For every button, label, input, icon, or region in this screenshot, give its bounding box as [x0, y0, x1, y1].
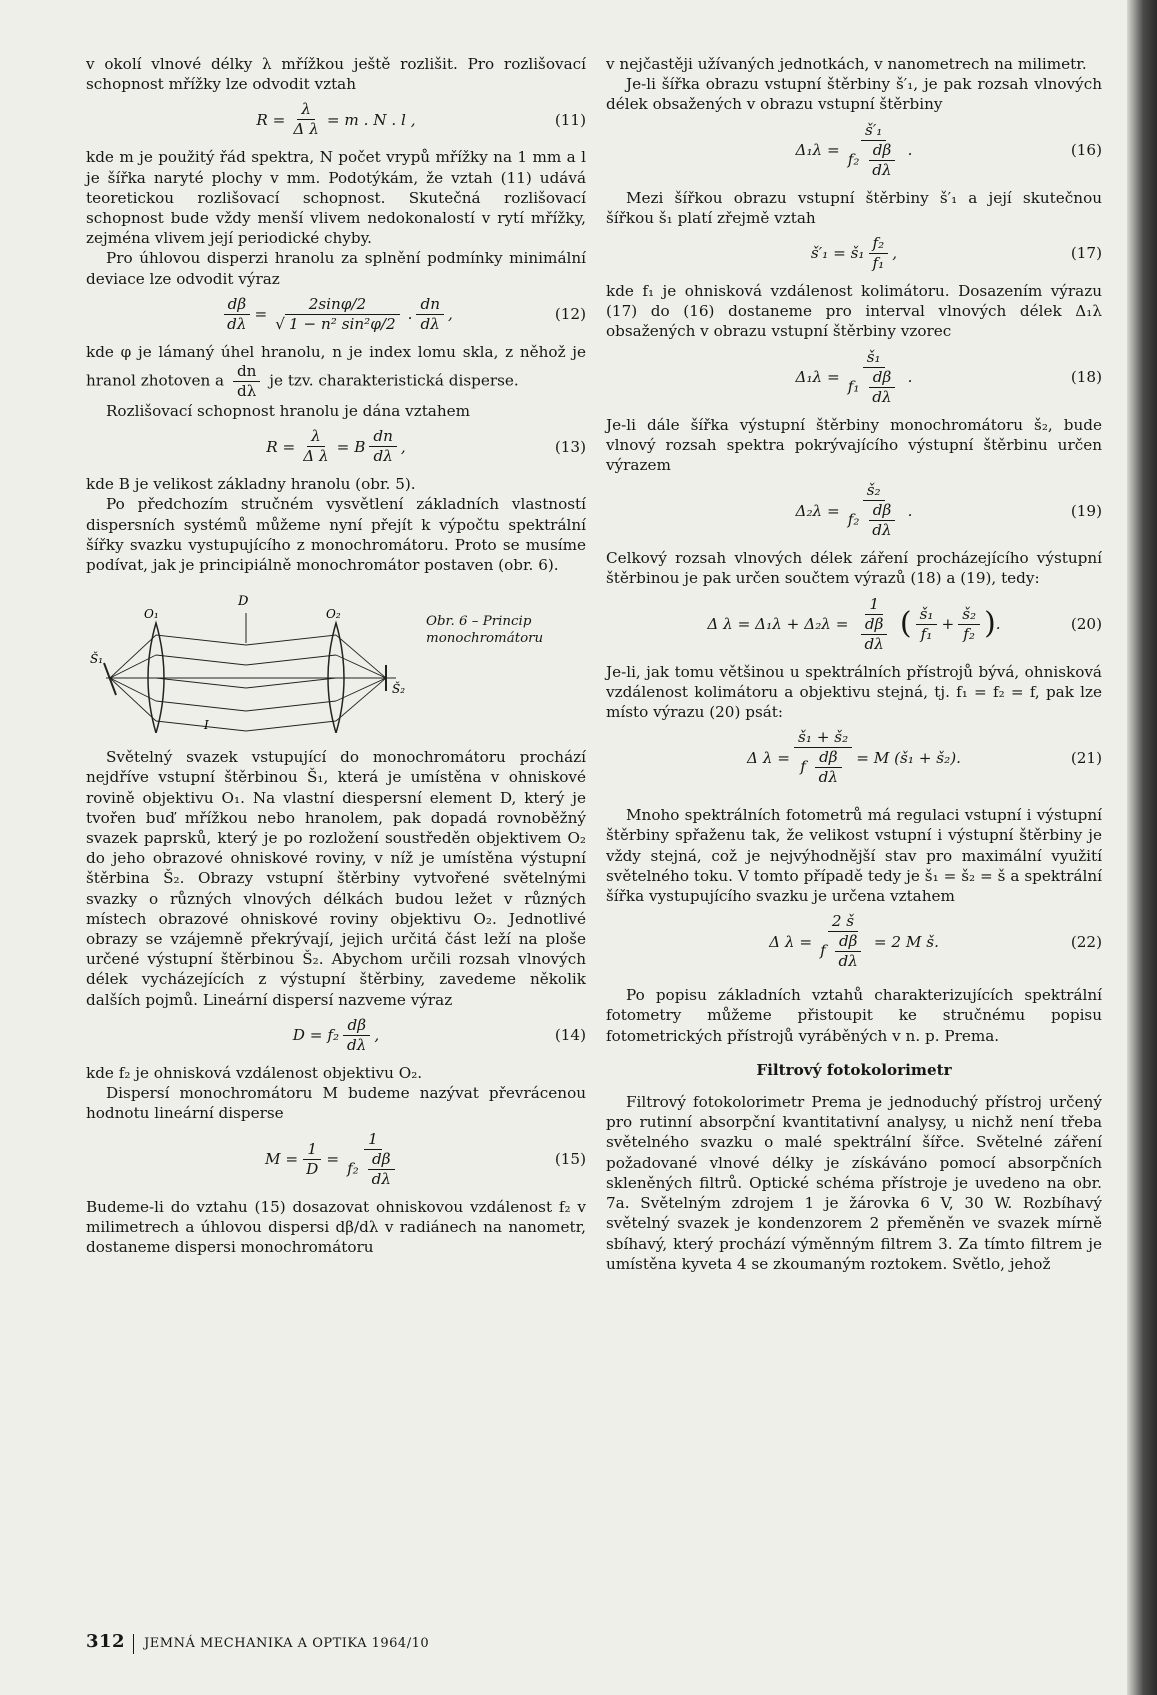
equation-number: (20) [1070, 615, 1102, 634]
paragraph: kde f₂ je ohnisková vzdálenost objektivu O₂. [86, 1063, 423, 1082]
equation-number: (17) [1070, 244, 1102, 263]
equation-13: R = $\frac{\lambda}{\text{Δ λ}}$ = B $\frac{dn}{d\lambda}$ , (13) [266, 427, 586, 466]
right-column [606, 54, 1102, 1274]
equation-11: R = $\frac{\lambda}{\text{Δ λ}}$ = m . N . l , (11) [256, 100, 586, 139]
paragraph: Pro úhlovou disperzi hranolu za splnění podmínky minimální deviace lze odvodit výraz [86, 249, 586, 288]
equation-number: (11) [554, 110, 586, 129]
left-column [86, 54, 586, 1257]
label-s1: Š₁ [90, 652, 104, 667]
paragraph: kde φ je lámaný úhel hranolu, n je index lomu skla, z něhož je hranol zhotoven a $\frac{dn}{d\lambda}$ je tzv. charakteristická disperse. [86, 342, 586, 401]
page-footer [86, 1631, 429, 1654]
equation-19: Δ₂λ = š₂ f₂ $\frac{d\beta}{d\lambda}$ . (19) [795, 481, 1102, 540]
equation-18: Δ₁λ = š₁ f₁ $\frac{d\beta}{d\lambda}$ . (18) [795, 347, 1102, 406]
label-d: D [238, 594, 249, 610]
equation-number: (12) [554, 305, 586, 324]
paragraph: Rozlišovací schopnost hranolu je dána vztahem [106, 402, 471, 421]
paragraph: Je-li dále šířka výstupní štěrbiny monochromátoru š₂, bude vlnový rozsah spektra pokrývajícího výstupní štěrbinu určen výrazem [606, 415, 1102, 475]
paragraph: Celkový rozsah vlnových délek záření procházejícího výstupní štěrbinou je pak určen součtem výrazů (18) a (19), tedy: [606, 549, 1102, 588]
equation-number: (14) [554, 1026, 586, 1045]
equation-number: (18) [1070, 368, 1102, 387]
label-s2: Š₂ [392, 682, 406, 697]
equation-16: Δ₁λ = š′₁ f₂ $\frac{d\beta}{d\lambda}$ . (16) [795, 120, 1102, 179]
equation-15: M = $\frac{1}{D}$ = 1 f₂ $\frac{d\beta}{d\lambda}$ (15) [265, 1129, 586, 1188]
equation-number: (15) [554, 1149, 586, 1168]
journal-name: JEMNÁ MECHANIKA A OPTIKA 1964/10 [144, 1636, 430, 1651]
equation-number: (19) [1070, 501, 1102, 520]
paragraph: v okolí vlnové délky λ mřížkou ještě rozlišit. Pro rozlišovací schopnost mřížky lze odvodit vztah [86, 55, 586, 94]
equation-20: Δ λ = Δ₁λ + Δ₂λ = $\frac{1}{\frac{d\beta}{d\lambda}}$ ( $\frac{\text{š₁}}{\text{f₁}}$ + $\frac{\text{š₂}}{\text{f₂}}$ ) . (20) [707, 594, 1102, 653]
figure-caption: Obr. 6 – Princip monochromátoru [426, 614, 544, 647]
paragraph: Filtrový fotokolorimetr Prema je jednoduchý přístroj určený pro rutinní absorpční kvantitativní analysy, u nichž není třeba světelného svazku o malé spektrální šířce. Světelné záření požadované vlnové délky je získáváno pomocí absorpčních skleněných filtrů. Optické schéma přístroje je uvedeno na obr. 7a. Světelným zdrojem 1 je žárovka 6 V, 30 W. Rozbíhavý světelný svazek je kondenzorem 2 přeměněn ve svazek mírně sbíhavý, který prochází výměnným filtrem 3. Za tímto filtrem je umístěna kyveta 4 se zkoumaným roztokem. Světlo, jehož [606, 1093, 1102, 1273]
label-i: I [204, 718, 209, 733]
paragraph: Budeme-li do vztahu (15) dosazovat ohniskovou vzdálenost f₂ v milimetrech a úhlovou dispersi dβ/dλ v radiánech na nanometr, dostaneme dispersi monochromátoru [86, 1197, 586, 1256]
paragraph: Po popisu základních vztahů charakterizujících spektrální fotometry můžeme přistoupit ke stručnému popisu fotometrických přístrojů vyráběných v n. p. Prema. [606, 986, 1102, 1045]
paragraph: kde f₁ je ohnisková vzdálenost kolimátoru. Dosazením výrazu (17) do (16) dostaneme pro interval vlnových délek Δ₁λ obsažených v obrazu vstupní štěrbiny vzorec [606, 282, 1102, 341]
footer-divider [133, 1634, 134, 1654]
paragraph: Je-li šířka obrazu vstupní štěrbiny š′₁, je pak rozsah vlnových délek obsažených v obrazu vstupní štěrbiny [606, 75, 1102, 114]
paragraph: kde m je použitý řád spektra, N počet vrypů mřížky na 1 mm a l je šířka naryté plochy v mm. Podotýkám, že vztah (11) udává teoretickou rozlišovací schopnost. Skutečná rozlišovací schopnost bude vždy menší vlivem nedokonalostí v rytí mřížky, zejména vlivem její periodické chyby. [86, 148, 586, 248]
figure-monochromator [86, 583, 586, 733]
equation-number: (16) [1070, 141, 1102, 159]
equation-22: Δ λ = 2 š f $\frac{d\beta}{d\lambda}$ = 2 M š. (22) [769, 912, 1102, 971]
paragraph: kde B je velikost základny hranolu (obr. 5). [86, 475, 416, 494]
paragraph: Mnoho spektrálních fotometrů má regulaci vstupní i výstupní štěrbiny spřaženu tak, že velikost vstupní i výstupní štěrbiny je vždy stejná, což je nejvýhodnější stav pro maximální využití světelného toku. V tomto případě tedy je š₁ = š₂ = š a spektrální šířka vystupujícího svazku je určena vztahem [606, 806, 1102, 906]
equation-number: (22) [1070, 932, 1102, 951]
label-o2: O₂ [326, 607, 341, 622]
page-number: 312 [86, 1631, 126, 1652]
paragraph: Světelný svazek vstupující do monochromátoru prochází nejdříve vstupní štěrbinou Š₁, která je umístěna v ohniskové rovině objektivu O₁. Na vlastní diespersní element D, který je tvořen buď mřížkou nebo hranolem, pak dopadá rovnoběžný svazek paprsků, který je po rozložení soustředěn objektivem O₂ do jeho obrazové ohniskové roviny, v níž je umístěna výstupní štěrbina Š₂. Obrazy vstupní štěrbiny vytvořené světelnými svazky o různých vlnových délkách budou ležet v různých místech obrazové ohniskové roviny objektivu O₂. Jednotlivé obrazy se vzájemně překrývají, jejich určitá část leží na ploše určené výstupní štěrbinou Š₂. Abychom určili rozsah vlnových délek vycházejících z výstupní štěrbiny, zavedeme několik dalších pojmů. Lineární dispersí nazveme výraz [86, 748, 586, 1009]
slit-s1 [104, 663, 116, 695]
paragraph: v nejčastěji užívaných jednotkách, v nanometrech na milimetr. [606, 55, 1087, 73]
equation-21: Δ λ = š₁ + š₂ f $\frac{d\beta}{d\lambda}$ = M (š₁ + š₂). (21) [747, 728, 1102, 787]
paragraph: Je-li, jak tomu většinou u spektrálních přístrojů bývá, ohnisková vzdálenost kolimátoru a objektivu stejná, tj. f₁ = f₂ = f, pak lze místo výrazu (20) psát: [606, 662, 1102, 722]
equation-number: (21) [1070, 748, 1102, 767]
equation-12: $\frac{d\beta}{d\lambda}$ = $\frac{2\sin\varphi/2}{\text{√ 1 − n² sin²φ/2}}$ . $\frac{dn}{d\lambda}$ , (12) [86, 295, 586, 334]
equation-17: š′₁ = š₁ $\frac{\text{f₂}}{\text{f₁}}$ , (17) [810, 234, 1102, 273]
paragraph: Po předchozím stručném vysvětlení základních vlastností dispersních systémů můžeme nyní přejít k výpočtu spektrální šířky svazku vystupujícího z monochromátoru. Proto se musíme podívat, jak je principiálně monochromátor postaven (obr. 6). [86, 495, 586, 575]
equation-14: D = f₂ $\frac{d\beta}{d\lambda}$ , (14) [292, 1015, 586, 1054]
monochromator-diagram [86, 583, 416, 733]
equation-number: (13) [554, 437, 586, 456]
paragraph: Mezi šířkou obrazu vstupní štěrbiny š′₁ a její skutečnou šířkou š₁ platí zřejmě vztah [606, 188, 1102, 227]
page-edge-shadow [1127, 0, 1157, 1695]
paragraph: Dispersí monochromátoru M budeme nazývat převrácenou hodnotu lineární disperse [86, 1084, 586, 1123]
section-heading: Filtrový fotokolorimetr [756, 1060, 952, 1079]
label-o1: O₁ [144, 607, 159, 622]
